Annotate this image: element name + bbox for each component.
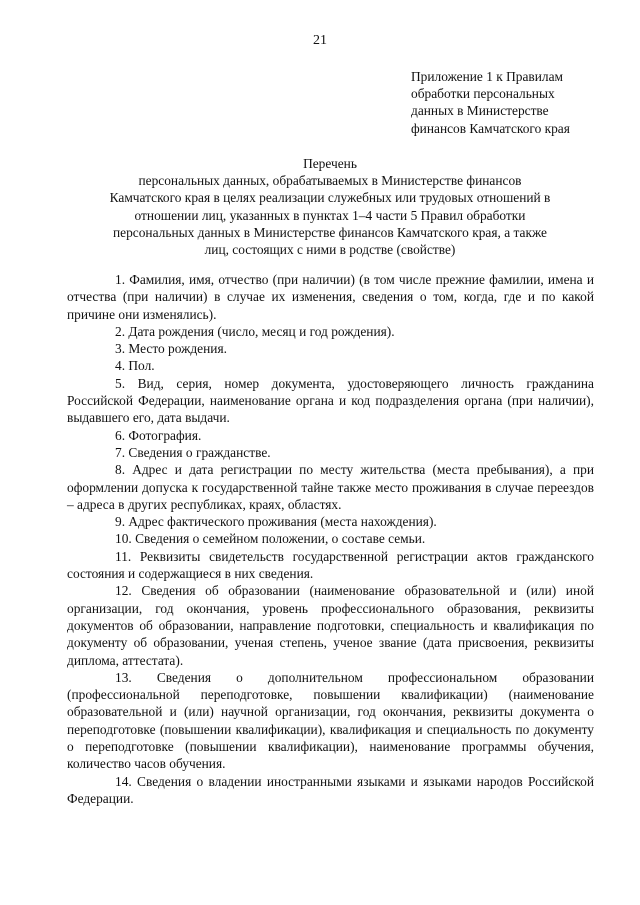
appendix-line: данных в Министерстве	[411, 103, 549, 119]
page-number: 21	[313, 33, 327, 48]
heading-line: лиц, состоящих с ними в родстве (свойстве)	[204, 242, 456, 258]
list-item: 1. Фамилия, имя, отчество (при наличии) (в том числе прежние фамилии, имена и отчества (при наличии) в случае их изменения, сведения о том, когда, где и по какой причине они изменялись).	[67, 272, 594, 322]
appendix-line: финансов Камчатского края	[411, 120, 570, 136]
list-item: 14. Сведения о владении иностранными языками и языками народов Российской Федерации.	[67, 773, 594, 806]
appendix-line: обработки персональных	[411, 86, 555, 102]
list-item: 5. Вид, серия, номер документа, удостоверяющего личность гражданина Российской Федерации, наименование органа и код подразделения органа (при наличии), выдавшего его, дата выдачи.	[67, 375, 594, 426]
list-item: 10. Сведения о семейном положении, о составе семьи.	[115, 531, 426, 547]
list-item: 11. Реквизиты свидетельств государственной регистрации актов гражданского состояния и содержащиеся в них сведения.	[67, 548, 594, 582]
heading-title: Перечень	[303, 156, 357, 171]
list-item: 6. Фотография.	[115, 427, 202, 443]
heading-line: отношении лиц, указанных в пунктах 1–4 части 5 Правил обработки	[134, 207, 526, 223]
list-item: 4. Пол.	[115, 358, 155, 374]
list-item: 7. Сведения о гражданстве.	[115, 444, 271, 460]
heading-line: персональных данных в Министерстве финансов Камчатского края, а также	[112, 224, 548, 240]
list-item: 8. Адрес и дата регистрации по месту жительства (места пребывания), а при оформлении допуска к государственной тайне также место проживания в случае переездов – адреса в других республиках, краях, областях.	[67, 462, 594, 512]
list-item: 9. Адрес фактического проживания (места нахождения).	[115, 514, 437, 530]
document-heading	[60, 155, 600, 258]
list-item: 12. Сведения об образовании (наименование образовательной и (или) иной организации, год окончания, уровень профессионального образования, реквизиты документов об образовании, направление подготовки, специальность и квалификация по документу об образовании, ученая степень, ученое звание (дата присвоения, реквизиты диплома, аттестата).	[67, 583, 594, 668]
list-item: 13. Сведения о дополнительном профессиональном образовании (профессиональной переподготовке, повышении квалификации) (наименование образовательной и (или) научной организации, год окончания, реквизиты документа о переподготовке (повышении квалификации), квалификация и специальность по документу о переподготовке (повышении квалификации), наименование программы обучения, количество часов обучения.	[67, 669, 594, 772]
personal-data-list	[67, 271, 594, 807]
appendix-note	[411, 68, 611, 137]
heading-line: персональных данных, обрабатываемых в Министерстве финансов	[138, 173, 522, 189]
heading-line: Камчатского края в целях реализации служебных или трудовых отношений в	[109, 190, 551, 206]
appendix-line: Приложение 1 к Правилам	[411, 69, 564, 84]
list-item: 3. Место рождения.	[115, 341, 227, 357]
list-item: 2. Дата рождения (число, месяц и год рождения).	[115, 323, 395, 339]
